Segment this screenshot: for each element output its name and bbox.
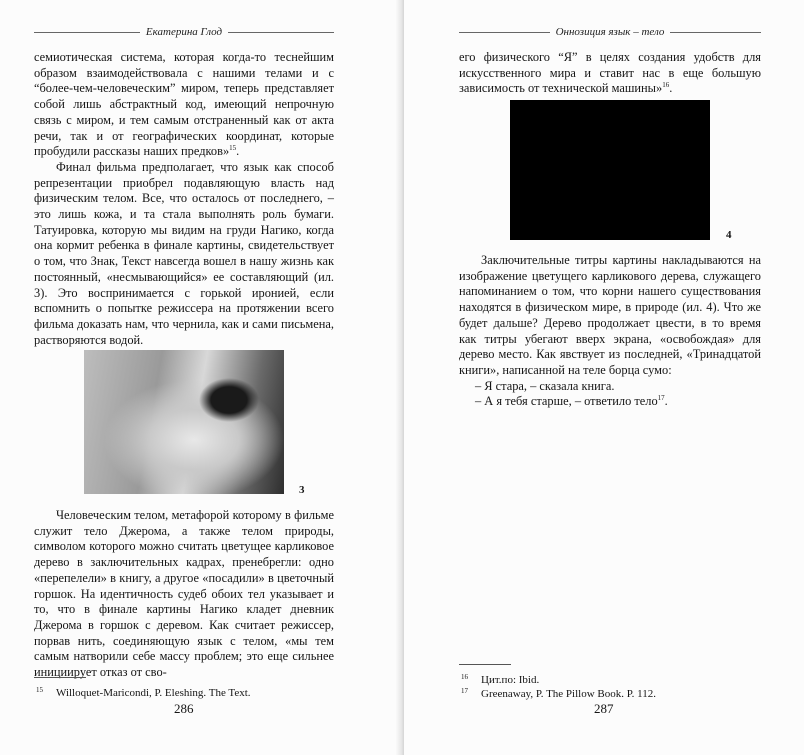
paragraph: Финал фильма предполагает, что язык как способ репрезентации приобрел подавляющую власть над физическим телом. Все, что осталось от последнего, – это лишь кожа, и та стала выполнять роль бумаги. Татуировка, которую мы видим на груди Нагико, когда она кормит ребенка в финале картины, свидетельствует о том, что Знак, Текст навсегда вошел в нашу жизнь как постоянный, «несмывающийся» ее составляющий (ил. 3). Это воспринимается с горькой иронией, если вспомнить о попытке режиссера на протяжении всего фильма доказать нам, что чернила, как и сами письмена, растворяются водой. <box>34 159 334 347</box>
right-page <box>404 0 804 755</box>
footnote-ref: 16 <box>662 81 670 90</box>
running-head-right <box>459 25 761 39</box>
figure-4-photo <box>510 100 710 240</box>
dialog-line: – А я тебя старше, – ответило тело$^{17}$. <box>475 394 668 409</box>
dialog-line: – Я стара, – сказала книга. <box>475 378 615 393</box>
left-text-bottom <box>34 508 334 681</box>
figure-3-label: 3 <box>299 484 305 496</box>
footnote-16: 16 Цит.по: Ibid. <box>461 673 540 686</box>
header-rule <box>670 32 761 33</box>
paragraph: семиотическая система, которая когда-то теснейшим образом взаимодействовала с нашими телами и с “более-чем-человеческим” миром, теперь представляет собой лишь абстрактный код, имеющий непрочную связь с миром, и тем самым отстраненный как от акта речи, так и от географических координат, которые пробудили рассказы наших предков»$^{15}$. <box>34 50 334 159</box>
footnote-17: 17 Greenaway, P. The Pillow Book. P. 112. <box>461 687 656 700</box>
footnote-rule <box>459 664 511 665</box>
paragraph: Человеческим телом, метафорой которому в фильме служит тело Джерома, а также телом природы, символом которого можно считать цветущее карликовое дерево в заключительных кадрах, пренебрегли: одно «перепелели» в книгу, а другое «посадили» в цветочный горшок. На идентичность судеб обоих тел указывает и то, что в финале картины Нагико кладет дневник Джерома в горшок с деревом. Как считает режиссер, порвав нить, соединяющую язык с телом, «мы тем самым натворили себе массу проблем; это еще сильнее инициирует отказ от сво- <box>34 508 334 680</box>
left-page <box>0 0 400 755</box>
page-number-right: 287 <box>594 701 614 716</box>
footnote-ref: 17 <box>657 394 665 403</box>
right-text-top <box>459 50 761 97</box>
figure-4-label: 4 <box>726 229 732 241</box>
running-head-author: Екатерина Глод <box>145 26 223 38</box>
footnote-ref: 15 <box>229 144 237 153</box>
footnote-rule <box>34 677 86 678</box>
left-text-top <box>34 50 334 348</box>
footnote-15: 15 Willoquet-Maricondi, P. Eleshing. The Text. <box>36 686 251 699</box>
header-rule <box>34 32 140 33</box>
right-text-bottom <box>459 253 761 410</box>
paragraph: Заключительные титры картины накладываются на изображение цветущего карликового дерева, служащего напоминанием о том, что корни нашего существования находятся в физическом мире, в природе (ил. 4). Что же будет дальше? Дерево продолжает цвести, в то время как титры убегают вверх экрана, «освобождая» для дерево место. Как явствует из последней, «Тринадцатой книги», написанной на теле борца сумо: <box>459 253 761 377</box>
paragraph: его физического “Я” в целях создания удобств для искусственного мира и ставит нас в еще большую зависимость от технической машины»$^{16}$. <box>459 50 761 96</box>
running-head-title: Оннозиция язык – тело <box>555 26 665 38</box>
header-rule <box>228 32 334 33</box>
figure-3-photo <box>84 350 284 494</box>
running-head-left <box>34 25 334 39</box>
header-rule <box>459 32 550 33</box>
page-number-left: 286 <box>174 701 194 716</box>
